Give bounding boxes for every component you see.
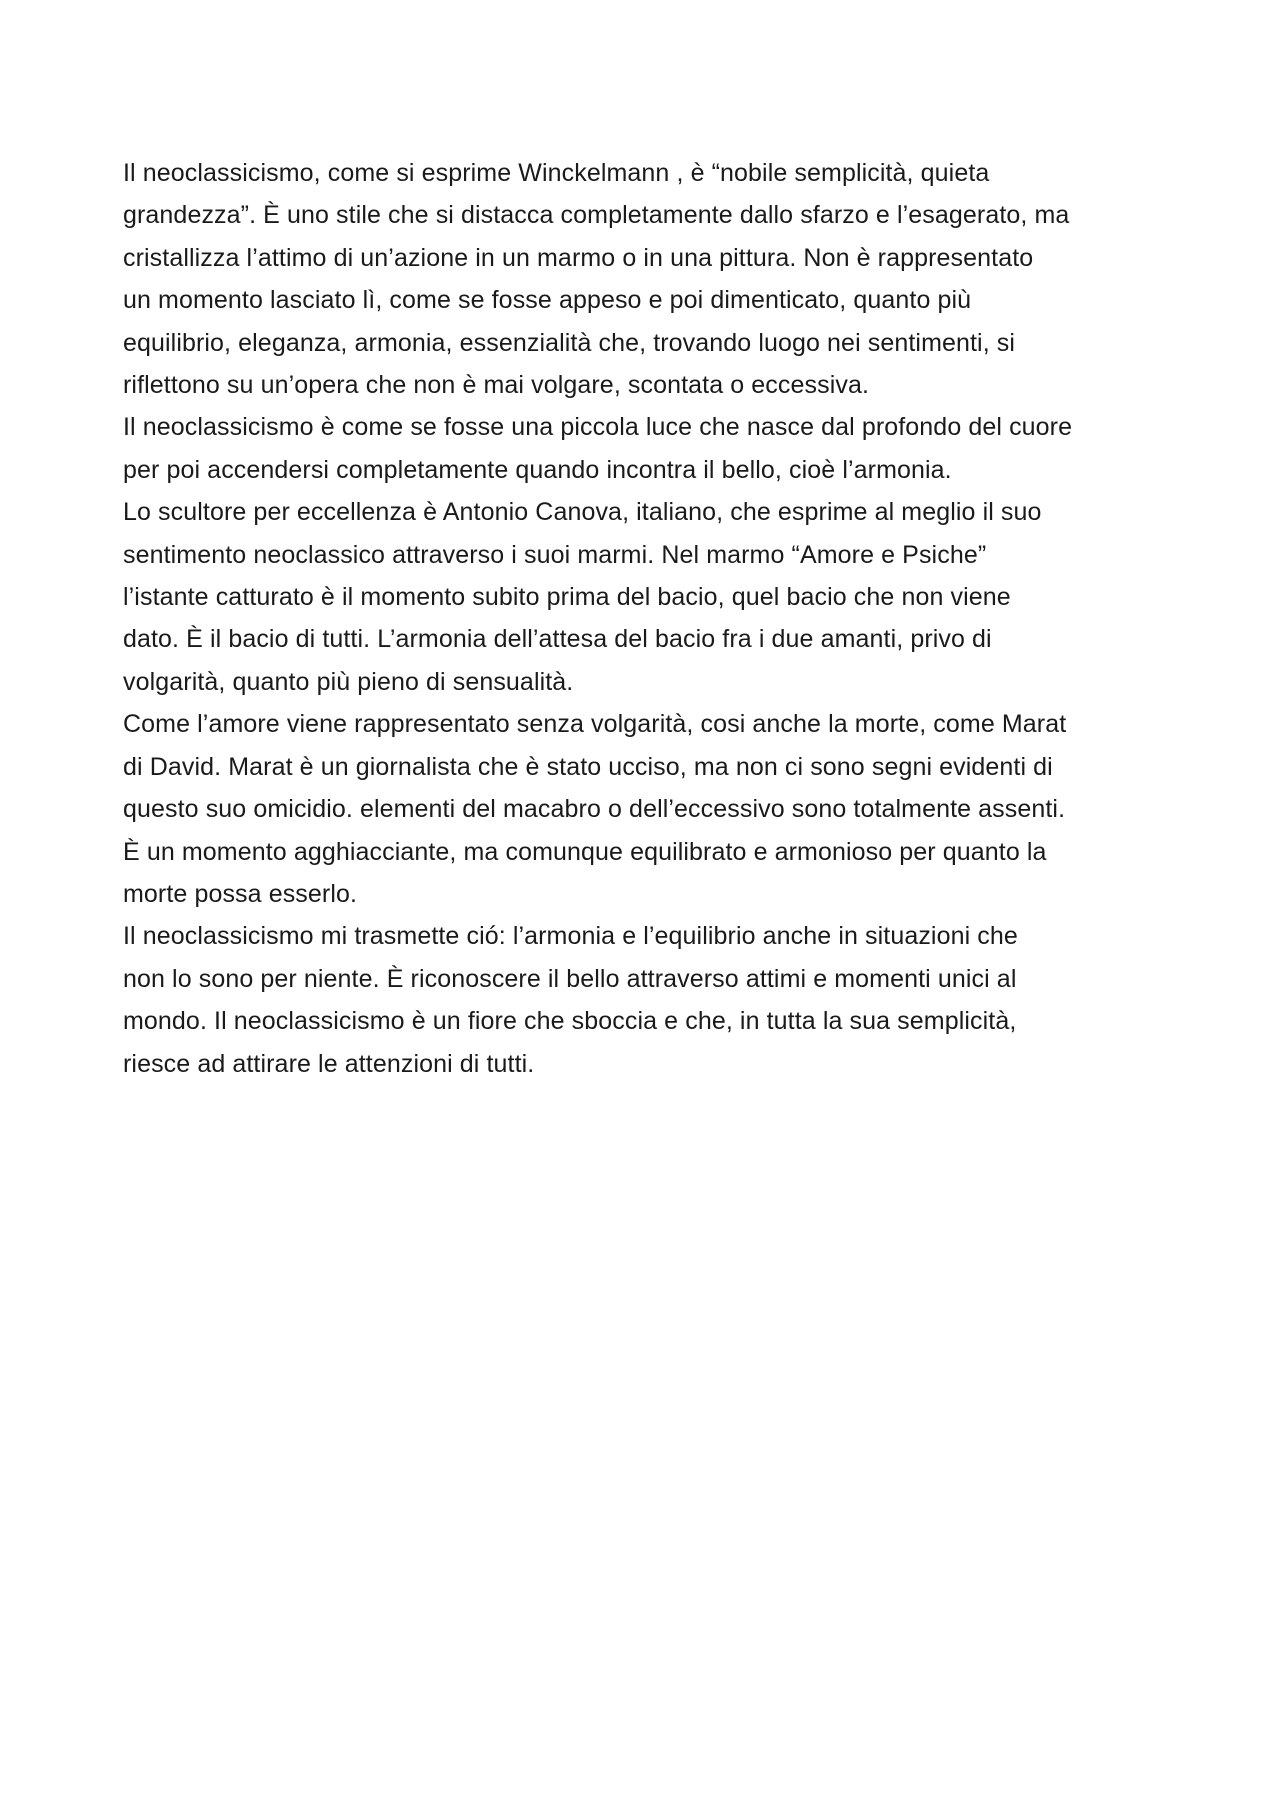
text-line: dato. È il bacio di tutti. L’armonia dell’attesa del bacio fra i due amanti, privo di bbox=[123, 625, 992, 654]
text-line: Il neoclassicismo è come se fosse una piccola luce che nasce dal profondo del cuore bbox=[123, 413, 1073, 442]
text-line: Il neoclassicismo mi trasmette ció: l’armonia e l’equilibrio anche in situazioni che bbox=[123, 922, 1018, 951]
text-line: volgarità, quanto più pieno di sensualità. bbox=[123, 667, 574, 696]
text-line: È un momento agghiacciante, ma comunque equilibrato e armonioso per quanto la bbox=[123, 837, 1047, 866]
text-line: non lo sono per niente. È riconoscere il bello attraverso attimi e momenti unici al bbox=[123, 964, 1017, 993]
text-line: morte possa esserlo. bbox=[123, 879, 358, 908]
text-line: riesce ad attirare le attenzioni di tutti. bbox=[123, 1049, 535, 1078]
text-line: Il neoclassicismo, come si esprime Winckelmann , è “nobile semplicità, quieta bbox=[123, 159, 990, 187]
text-line: mondo. Il neoclassicismo è un fiore che sboccia e che, in tutta la sua semplicità, bbox=[123, 1007, 1017, 1036]
text-line: per poi accendersi completamente quando incontra il bello, cioè l’armonia. bbox=[123, 455, 952, 484]
text-line: cristallizza l’attimo di un’azione in un marmo o in una pittura. Non è rappresentato bbox=[123, 243, 1034, 272]
text-line: equilibrio, eleganza, armonia, essenzialità che, trovando luogo nei sentimenti, si bbox=[123, 328, 1016, 357]
text-line: sentimento neoclassico attraverso i suoi marmi. Nel marmo “Amore e Psiche” bbox=[123, 540, 987, 569]
text-line: Lo scultore per eccellenza è Antonio Canova, italiano, che esprime al meglio il suo bbox=[123, 498, 1042, 527]
text-line: grandezza”. È uno stile che si distacca completamente dallo sfarzo e l’esagerato, ma bbox=[123, 201, 1070, 230]
text-line: un momento lasciato lì, come se fosse appeso e poi dimenticato, quanto più bbox=[123, 286, 972, 315]
essay-text bbox=[123, 152, 1175, 1085]
text-line: questo suo omicidio. elementi del macabro o dell’eccessivo sono totalmente assenti. bbox=[123, 795, 1066, 824]
text-line: l’istante catturato è il momento subito prima del bacio, quel bacio che non viene bbox=[123, 583, 1011, 612]
text-line: Come l’amore viene rappresentato senza volgarità, cosi anche la morte, come Marat bbox=[123, 710, 1067, 739]
text-line: di David. Marat è un giornalista che è stato ucciso, ma non ci sono segni evidenti di bbox=[123, 752, 1053, 781]
text-line: riflettono su un’opera che non è mai volgare, scontata o eccessiva. bbox=[123, 371, 870, 400]
